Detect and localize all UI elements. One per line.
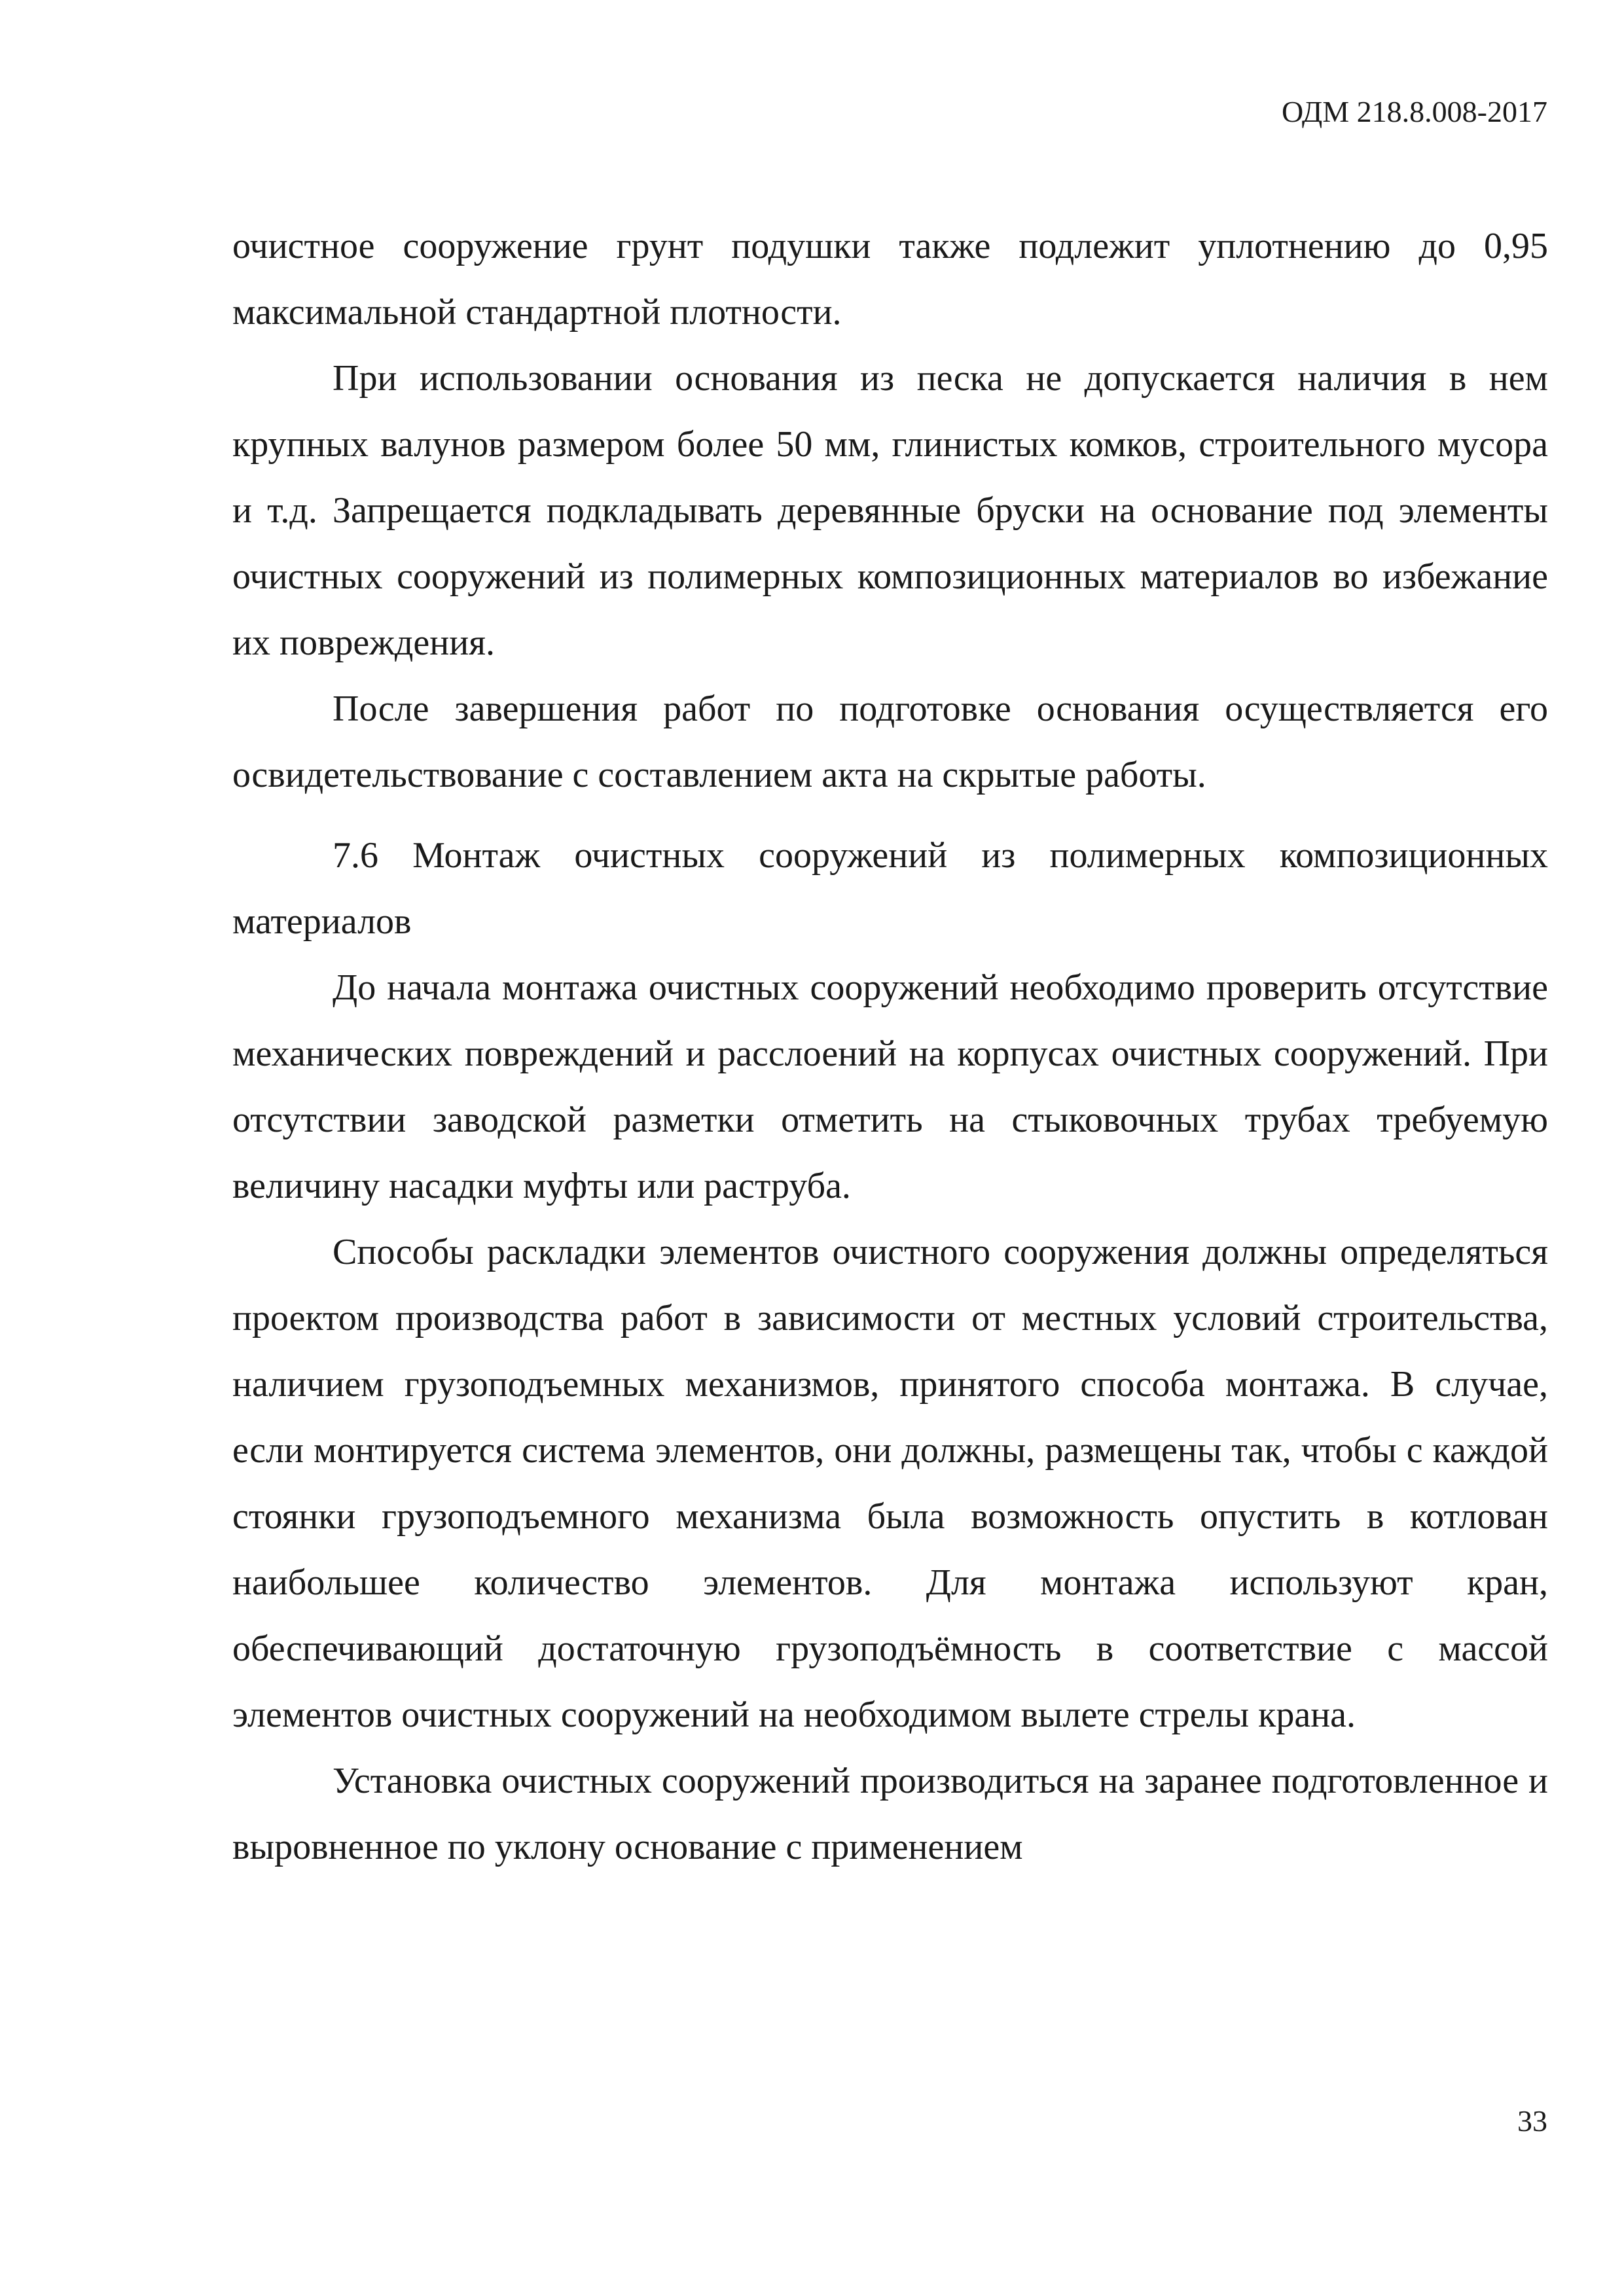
paragraph-continuation: очистное сооружение грунт подушки также подлежит уплотнению до 0,95 максимальной стандартной плотности.	[232, 226, 1548, 332]
paragraph-sand-base: При использовании основания из песка не допускается наличия в нем крупных валунов размером более 50 мм, глинистых комков, строительного мусора и т.д. Запрещается подкладывать деревянные бруски на основание под элементы очистных сооружений из полимерных композиционных материалов во избежание их повреждения.	[232, 358, 1548, 663]
document-body	[232, 213, 1548, 1880]
page-number: 33	[1517, 2104, 1547, 2138]
document-code: ОДМ 218.8.008-2017	[1281, 95, 1547, 128]
paragraph-pre-installation-check: До начала монтажа очистных сооружений необходимо проверить отсутствие механических повреждений и расслоений на корпусах очистных сооружений. При отсутствии заводской разметки отметить на стыковочных трубах требуемую величину насадки муфты или раструба.	[232, 967, 1548, 1206]
section-spacer	[232, 808, 1548, 823]
paragraph-inspection: После завершения работ по подготовке основания осуществляется его освидетельствование с составлением акта на скрытые работы.	[232, 689, 1548, 795]
section-heading: 7.6 Монтаж очистных сооружений из полимерных композиционных материалов	[232, 835, 1548, 942]
paragraph-installation: Установка очистных сооружений производиться на заранее подготовленное и выровненное по уклону основание с применением	[232, 1761, 1548, 1867]
paragraph-layout-methods: Способы раскладки элементов очистного сооружения должны определяться проектом производства работ в зависимости от местных условий строительства, наличием грузоподъемных механизмов, принятого способа монтажа. В случае, если монтируется система элементов, они должны, размещены так, чтобы с каждой стоянки грузоподъемного механизма была возможность опустить в котлован наибольшее количество элементов. Для монтажа используют кран, обеспечивающий достаточную грузоподъёмность в соответствие с массой элементов очистных сооружений на необходимом вылете стрелы крана.	[232, 1232, 1548, 1735]
